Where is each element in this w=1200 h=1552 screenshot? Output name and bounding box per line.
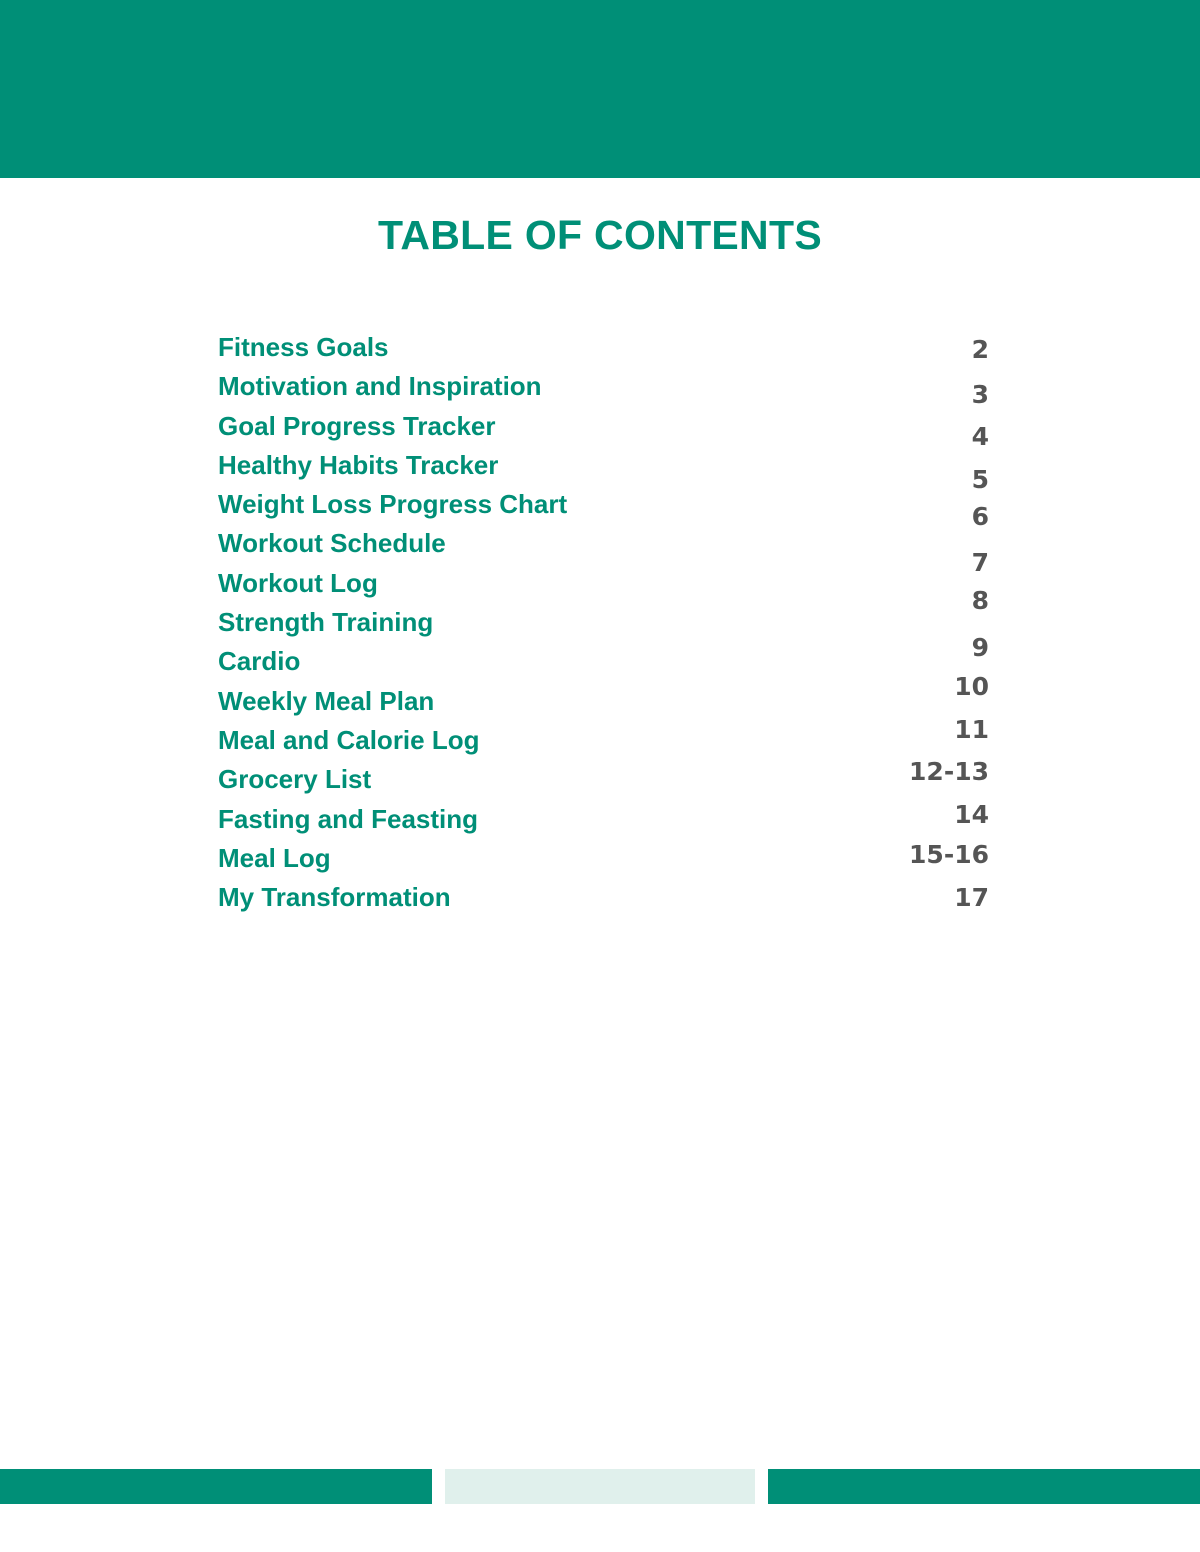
toc-entry-label[interactable]: Meal Log: [218, 842, 331, 873]
footer-bar-left: [0, 1469, 432, 1504]
footer-bar-right: [768, 1469, 1200, 1504]
toc-entry-label[interactable]: Strength Training: [218, 607, 434, 638]
toc-entry-page-number[interactable]: 15-16: [909, 840, 989, 869]
toc-entry-page-number[interactable]: 5: [971, 465, 989, 494]
toc-entry-label[interactable]: Grocery List: [218, 764, 372, 795]
toc-entry-label[interactable]: Weight Loss Progress Chart: [218, 489, 568, 520]
toc-entry-label[interactable]: Workout Schedule: [218, 528, 446, 559]
toc-entry-page-number[interactable]: 4: [971, 422, 989, 451]
toc-list: [218, 328, 718, 917]
toc-entry-label[interactable]: Weekly Meal Plan: [218, 685, 435, 716]
toc-entry-page-number[interactable]: 17: [954, 883, 989, 912]
toc-entry-page-number[interactable]: 7: [971, 548, 989, 577]
toc-entry-label[interactable]: Motivation and Inspiration: [218, 371, 542, 402]
toc-entry-page-number[interactable]: 2: [971, 335, 989, 364]
toc-entry-page-number[interactable]: 8: [971, 586, 989, 615]
toc-entry-page-number[interactable]: 11: [954, 715, 989, 744]
toc-entry-page-number[interactable]: 12-13: [909, 757, 989, 786]
toc-entry-label[interactable]: My Transformation: [218, 882, 451, 913]
toc-entry-label[interactable]: Meal and Calorie Log: [218, 724, 480, 755]
toc-entry-label[interactable]: Cardio: [218, 646, 301, 677]
toc-entry-label[interactable]: Goal Progress Tracker: [218, 410, 496, 441]
toc-entry-label[interactable]: Fasting and Feasting: [218, 803, 479, 834]
toc-entry-label[interactable]: Healthy Habits Tracker: [218, 449, 499, 480]
top-banner: [0, 0, 1200, 178]
page-title: TABLE OF CONTENTS: [378, 212, 822, 258]
toc-entry-page-number[interactable]: 14: [954, 800, 989, 829]
toc-entry-page-number[interactable]: 9: [971, 633, 989, 662]
footer-bar-middle: [445, 1469, 755, 1504]
toc-entry-label[interactable]: Workout Log: [218, 567, 378, 598]
toc-entry-page-number[interactable]: 3: [971, 380, 989, 409]
toc-entry-label[interactable]: Fitness Goals: [218, 332, 389, 362]
toc-entry-page-number[interactable]: 10: [954, 672, 989, 701]
toc-entry-page-number[interactable]: 6: [971, 502, 989, 531]
